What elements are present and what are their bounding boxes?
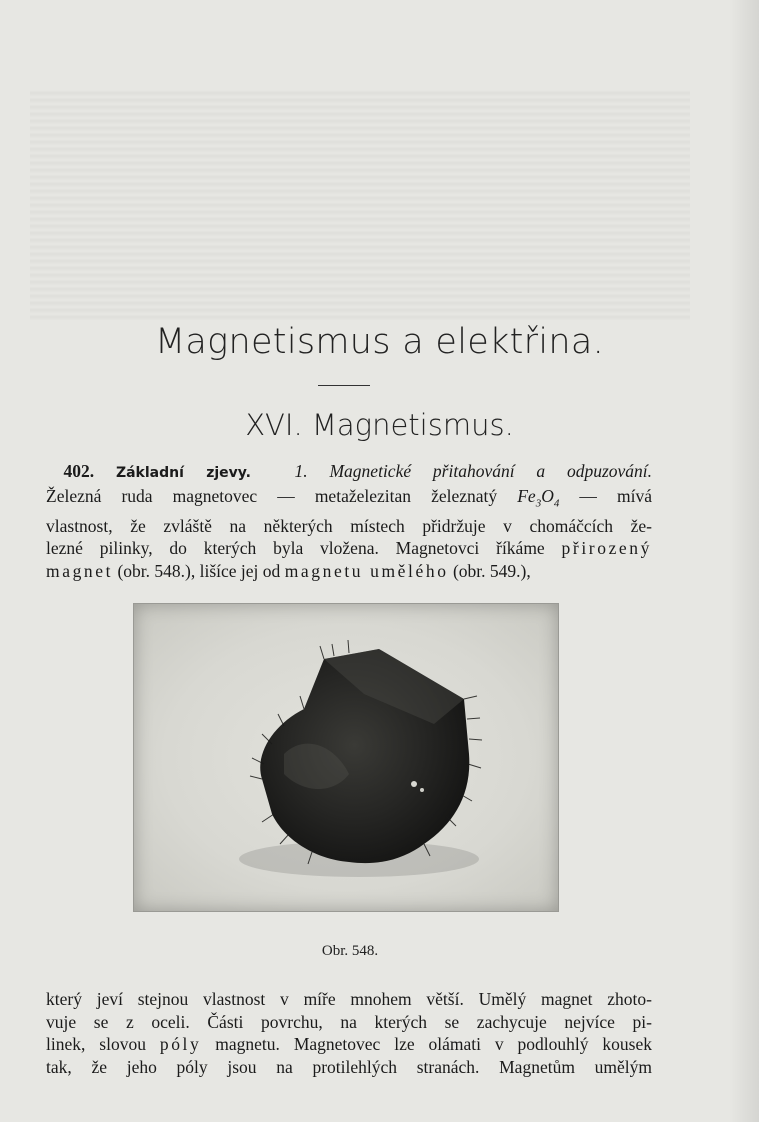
spaced-term: magnet — [46, 560, 114, 581]
figure-caption: Obr. 548. — [321, 943, 379, 959]
formula-element: O — [541, 485, 554, 506]
paragraph-2 — [46, 988, 652, 1078]
text-line — [46, 460, 652, 485]
page-edge-shadow — [729, 0, 759, 1122]
section-heading: Základní zjevy. — [115, 465, 251, 481]
formula-element: Fe — [517, 485, 536, 506]
figure-magnetite-photo — [133, 603, 559, 912]
formula-subscript: 4 — [553, 497, 560, 509]
paragraph-1 — [46, 460, 652, 582]
spaced-term: magnetu umělého — [284, 560, 449, 581]
text-fragment: lezné pilinky, do kterých byla vložena. Magnetovci říkáme — [46, 538, 545, 558]
text-line: vlastnost, že zvláště na některých místech přidržuje v chomáčcích že- — [46, 515, 652, 536]
magnetite-image — [134, 604, 558, 911]
section-subheading: 1. Magnetické přitahování a odpuzování. — [294, 461, 653, 481]
text-line — [46, 537, 652, 560]
formula-subscript: 3 — [535, 497, 542, 509]
spaced-term: póly — [159, 1034, 202, 1054]
text-line: tak, že jeho póly jsou na protilehlých stranách. Magnetům umělým — [46, 1056, 652, 1077]
spaced-term: přirozený — [561, 538, 652, 558]
text-fragment: Železná ruda magnetovec — metaželezitan železnatý — [46, 485, 498, 506]
text-line — [46, 560, 652, 583]
text-line — [46, 485, 652, 515]
text-line — [46, 1033, 652, 1056]
chapter-title: XVI. Magnetismus. — [245, 408, 514, 442]
bleed-through-text — [30, 90, 690, 320]
chemical-formula — [517, 485, 560, 509]
section-number: 402. — [63, 461, 95, 481]
text-fragment: (obr. 549.), — [452, 560, 531, 581]
text-line: vuje se z oceli. Části povrchu, na kterých se zachycuje nejvíce pi- — [46, 1011, 652, 1032]
text-line: který jeví stejnou vlastnost v míře mnohem větší. Umělý magnet zhoto- — [46, 989, 652, 1009]
text-fragment: magnetu. Magnetovec lze olámati v podlouhlý kousek — [215, 1034, 653, 1054]
text-fragment: linek, slovou — [46, 1034, 146, 1054]
text-fragment: — mívá — [579, 485, 652, 506]
title-divider — [318, 385, 370, 386]
part-title: Magnetismus a elektřina. — [154, 322, 605, 362]
text-fragment: (obr. 548.), lišíce jej od — [117, 560, 281, 581]
